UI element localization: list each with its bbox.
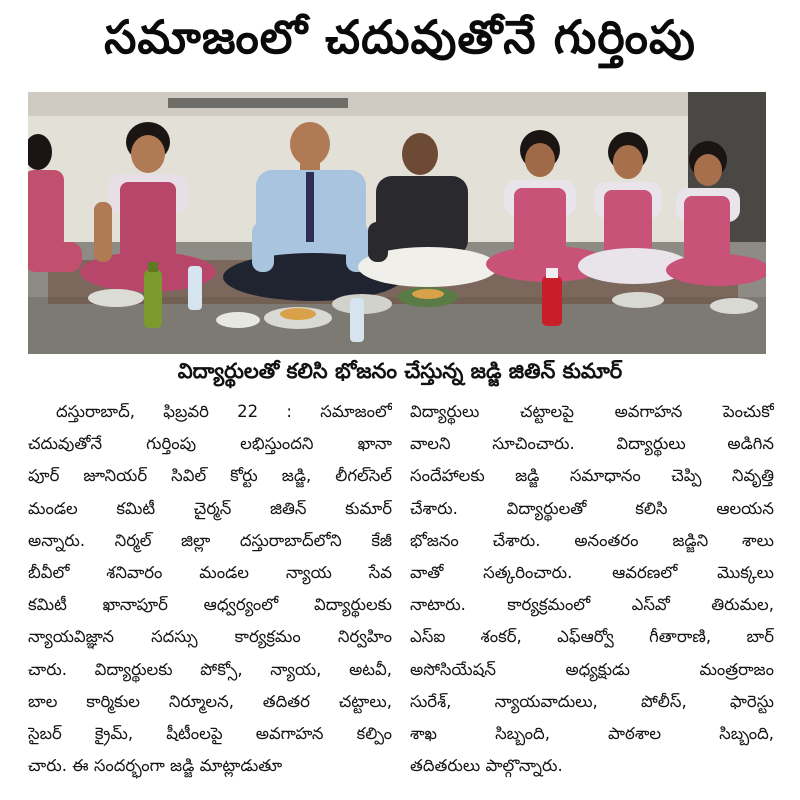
article-line: శాఖ సిబ్బంది, పాఠశాల సిబ్బంది, xyxy=(410,724,774,744)
article-line: చారు. విద్యార్థులకు పోక్సో, న్యాయ, అటవీ, xyxy=(28,659,392,679)
article-line: సందేహాలకు జడ్జి సమాధానం చెప్పి నివృత్తి xyxy=(410,466,774,486)
article-line: విద్యార్థులు చట్టాలపై అవగాహన పెంచుకో xyxy=(410,402,774,421)
article-line: చదువుతోనే గుర్తింపు లభిస్తుందని ఖానా xyxy=(28,434,392,454)
article-line: చారు. ఈ సందర్భంగా జడ్జి మాట్లాడుతూ xyxy=(28,756,283,776)
article-line: దస్తురాబాద్, ఫిబ్రవరి 22 : సమాజంలో xyxy=(56,402,392,421)
news-photo xyxy=(28,92,766,354)
article-line: బీవీలో శనివారం మండల న్యాయ సేవ xyxy=(28,563,392,583)
article-line: చేశారు. విద్యార్థులతో కలిసి ఆలయన xyxy=(410,498,774,518)
article-line: పూర్ జూనియర్ సివిల్ కోర్టు జడ్జి, లీగల్‌సెల్ xyxy=(28,466,392,486)
article-line: భోజనం చేశారు. అనంతరం జడ్జిని శాలు xyxy=(410,530,774,550)
headline: సమాజంలో చదువుతోనే గుర్తింపు xyxy=(104,10,696,64)
article-line: కమిటీ ఖానాపూర్ ఆధ్వర్యంలో విద్యార్థులకు xyxy=(28,595,392,615)
photo-caption: విద్యార్థులతో కలిసి భోజనం చేస్తున్న జడ్జి జితిన్ కుమార్ xyxy=(177,359,623,383)
article-line: మండల కమిటీ చైర్మన్ జితిన్ కుమార్ xyxy=(28,498,392,518)
article-line: వాలని సూచించారు. విద్యార్థులు అడిగిన xyxy=(410,434,774,454)
article-line: అసోసియేషన్ అధ్యక్షుడు మంత్రరాజం xyxy=(410,659,774,679)
article-line: అన్నారు. నిర్మల్ జిల్లా దస్తురాబాద్‌లోని కేజీ xyxy=(28,530,392,550)
article-line: సైబర్ క్రైమ్, షీటీంలపై అవగాహన కల్పిం xyxy=(28,724,392,744)
article-column-right xyxy=(410,396,774,782)
article-line: సురేశ్, న్యాయవాదులు, పోలీస్, ఫారెస్టు xyxy=(410,691,774,711)
article-line: తదితరులు పాల్గొన్నారు. xyxy=(410,756,563,776)
article-line: న్యాయవిజ్ఞాన సదస్సు కార్యక్రమం నిర్వహిం xyxy=(28,627,392,647)
article-line: నాటారు. కార్యక్రమంలో ఎస్‌వో తిరుమల, xyxy=(410,595,774,615)
article-line: ఎస్ఐ శంకర్, ఎఫ్ఆర్వో గీతారాణి, బార్ xyxy=(410,627,774,647)
article-line: వాతో సత్కరించారు. ఆవరణలో మొక్కలు xyxy=(410,563,774,583)
article-column-left xyxy=(28,396,392,782)
article-line: బాల కార్మికుల నిర్మూలన, తదితర చట్టాలు, xyxy=(28,691,392,711)
photo-icon xyxy=(28,92,766,354)
